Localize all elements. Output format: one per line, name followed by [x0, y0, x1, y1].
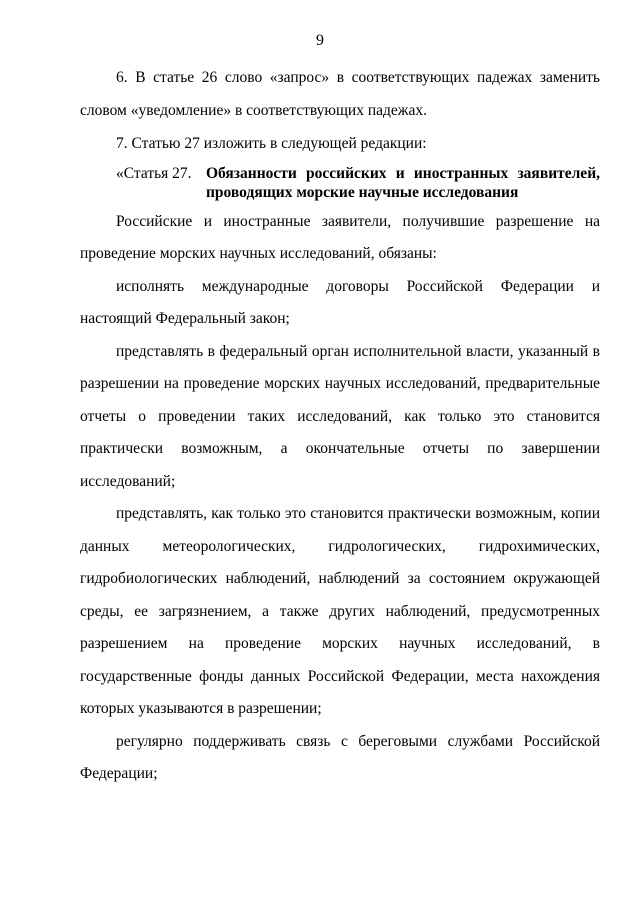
paragraph-obligation-reports: представлять в федеральный орган исполнительной власти, указанный в разрешении на проведение морских научных исследований, предварительные отчеты о проведении таких исследований, как только это становится практически возможным, а окончательные отчеты по завершении исследований;	[80, 342, 600, 490]
page-number: 9	[316, 32, 324, 49]
document-body	[80, 62, 600, 791]
paragraph-obligation-treaties: исполнять международные договоры Российской Федерации и настоящий Федеральный закон;	[80, 277, 600, 327]
article-title: Обязанности российских и иностранных заявителей, проводящих морские научные исследования	[206, 164, 600, 201]
paragraph-amendment-7: 7. Статью 27 изложить в следующей редакции:	[116, 135, 427, 152]
article-number: «Статья 27.	[116, 164, 192, 182]
article-heading	[80, 164, 600, 202]
paragraph-obligation-data-copies: представлять, как только это становится практически возможным, копии данных метеорологических, гидрологических, гидрохимических, гидробиологических наблюдений, наблюдений за состоянием окружающей среды, ее загрязнением, а также других наблюдений, предусмотренных разрешением на проведение морских научных исследований, в государственные фонды данных Российской Федерации, места нахождения которых указываются в разрешении;	[80, 505, 600, 717]
paragraph-obligations-intro: Российские и иностранные заявители, получившие разрешение на проведение морских научных исследований, обязаны:	[80, 212, 600, 262]
paragraph-amendment-6: 6. В статье 26 слово «запрос» в соответствующих падежах заменить словом «уведомление» в соответствующих падежах.	[80, 69, 600, 119]
paragraph-obligation-communication: регулярно поддерживать связь с береговыми службами Российской Федерации;	[80, 732, 600, 782]
